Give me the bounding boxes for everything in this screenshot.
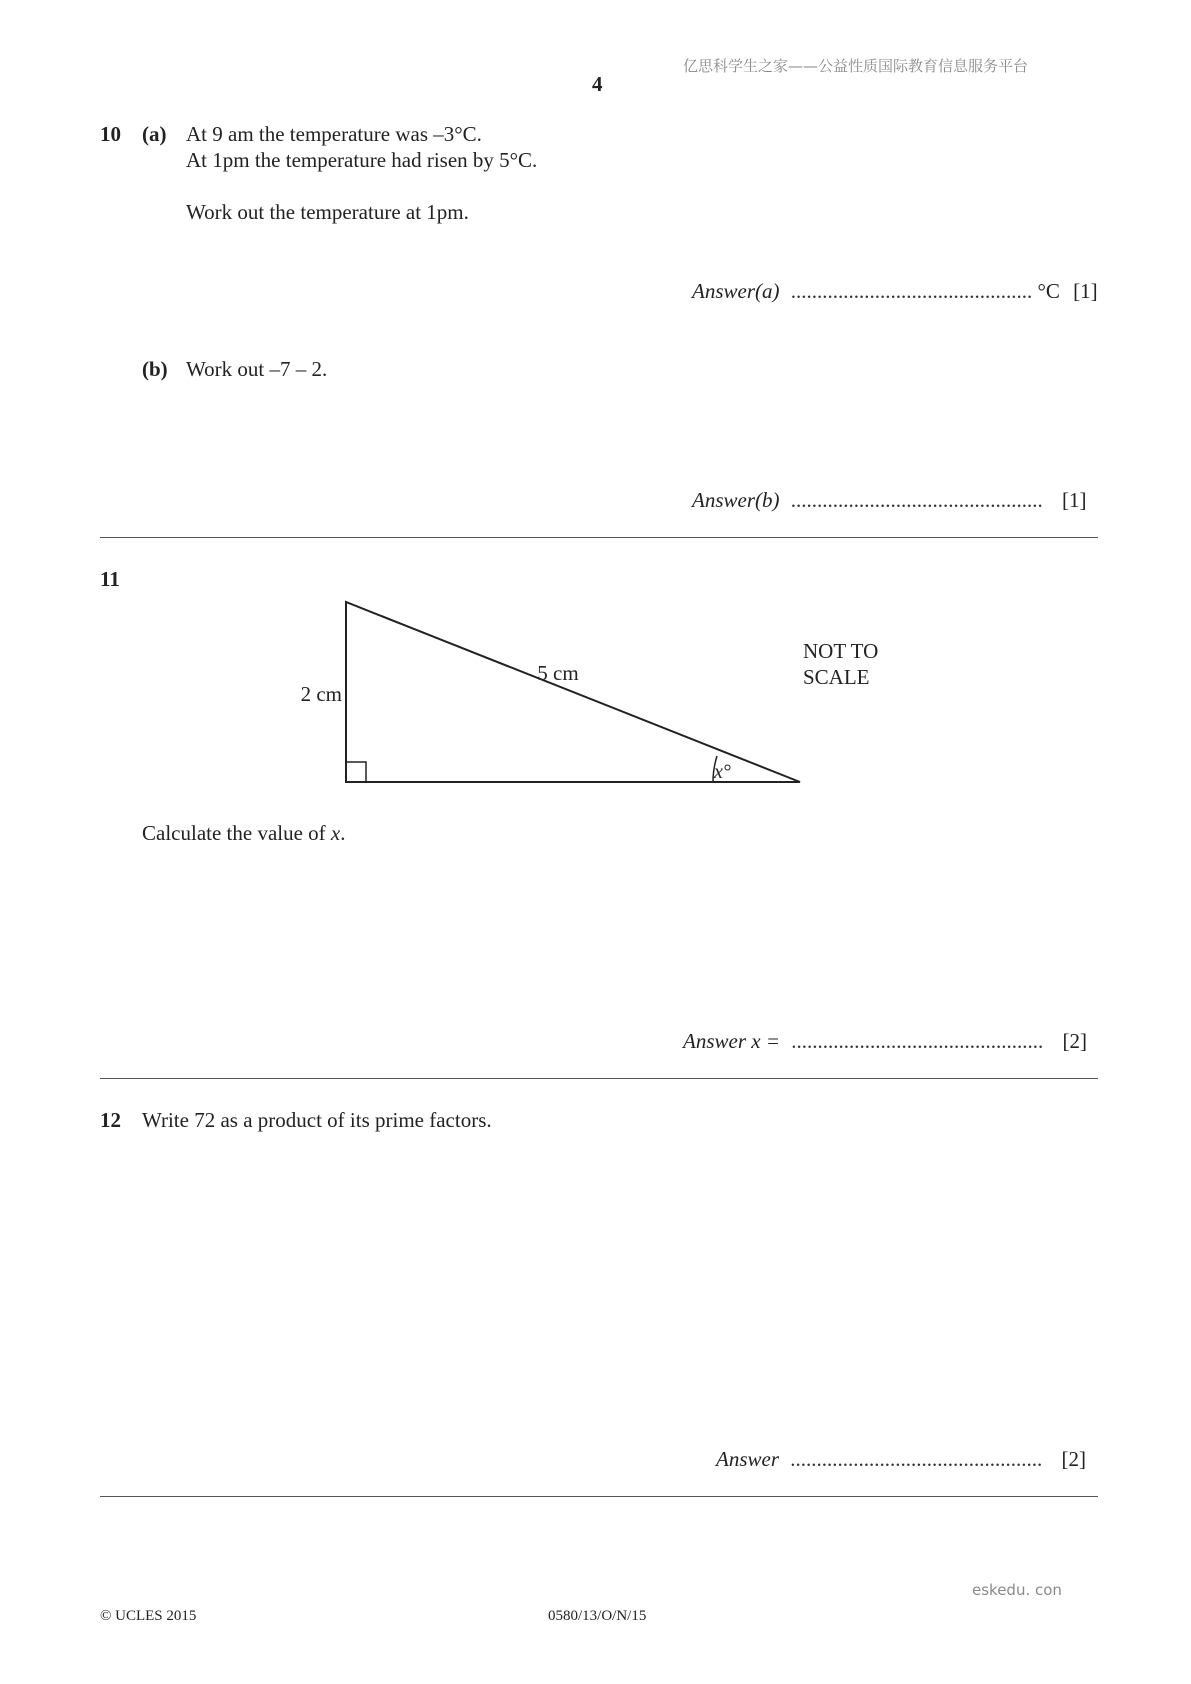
page-number: 4 [592,72,603,96]
triangle-diagram [280,590,900,800]
question-10-number: 10 [100,122,121,146]
question-12-number: 12 [100,1108,121,1132]
divider-q11 [100,1078,1098,1079]
question-10a-line1: At 9 am the temperature was –3°C. [186,122,482,146]
answer-11-field[interactable]: ................................................ [791,1029,1044,1053]
answer-10a-field[interactable]: .............................................. [790,279,1033,303]
answer-10a-unit: °C [1037,279,1060,303]
question-11-instruction [142,820,346,846]
answer-10b-label: Answer(b) [692,488,780,512]
answer-10b-marks: [1] [1062,488,1087,512]
divider-q12 [100,1496,1098,1497]
question-10b-instruction: Work out –7 – 2. [186,357,328,381]
question-10a-line2: At 1pm the temperature had risen by 5°C. [186,148,538,172]
question-12-instruction: Write 72 as a product of its prime factors. [142,1108,492,1132]
answer-12-field[interactable]: ................................................ [790,1447,1043,1471]
answer-10a-label: Answer(a) [692,279,780,303]
divider-q10 [100,537,1098,538]
footer-paper-code: 0580/13/O/N/15 [548,1608,647,1624]
watermark-top: 亿思科学生之家——公益性质国际教育信息服务平台 [683,57,1029,75]
question-11-number: 11 [100,567,120,591]
answer-10a-row [692,278,1098,304]
answer-10b-row [692,487,1087,513]
answer-12-label: Answer [716,1447,779,1471]
question-11-variable: x [330,821,341,845]
right-angle-mark [346,762,366,782]
answer-11-marks: [2] [1062,1029,1087,1053]
answer-10a-marks: [1] [1073,279,1098,303]
watermark-bottom: eskedu. con [972,1581,1062,1599]
question-10b-label: (b) [142,357,168,381]
answer-12-row [716,1446,1086,1472]
right-triangle [346,602,800,782]
label-vertical-side: 2 cm [300,682,342,706]
footer-copyright: © UCLES 2015 [100,1608,197,1624]
question-10a-label: (a) [142,122,167,146]
label-angle-x: x° [714,761,731,783]
question-11-instruction-suffix: . [340,821,346,845]
not-to-scale-line2: SCALE [803,665,870,689]
question-11-instruction-prefix: Calculate the value of [142,821,331,845]
answer-11-label: Answer x = [683,1029,780,1053]
label-hypotenuse: 5 cm [537,661,579,685]
answer-12-marks: [2] [1061,1447,1086,1471]
not-to-scale-line1: NOT TO [803,639,879,663]
answer-10b-field[interactable]: ................................................ [790,488,1043,512]
answer-11-row [683,1028,1087,1054]
question-10a-instruction: Work out the temperature at 1pm. [186,200,469,224]
